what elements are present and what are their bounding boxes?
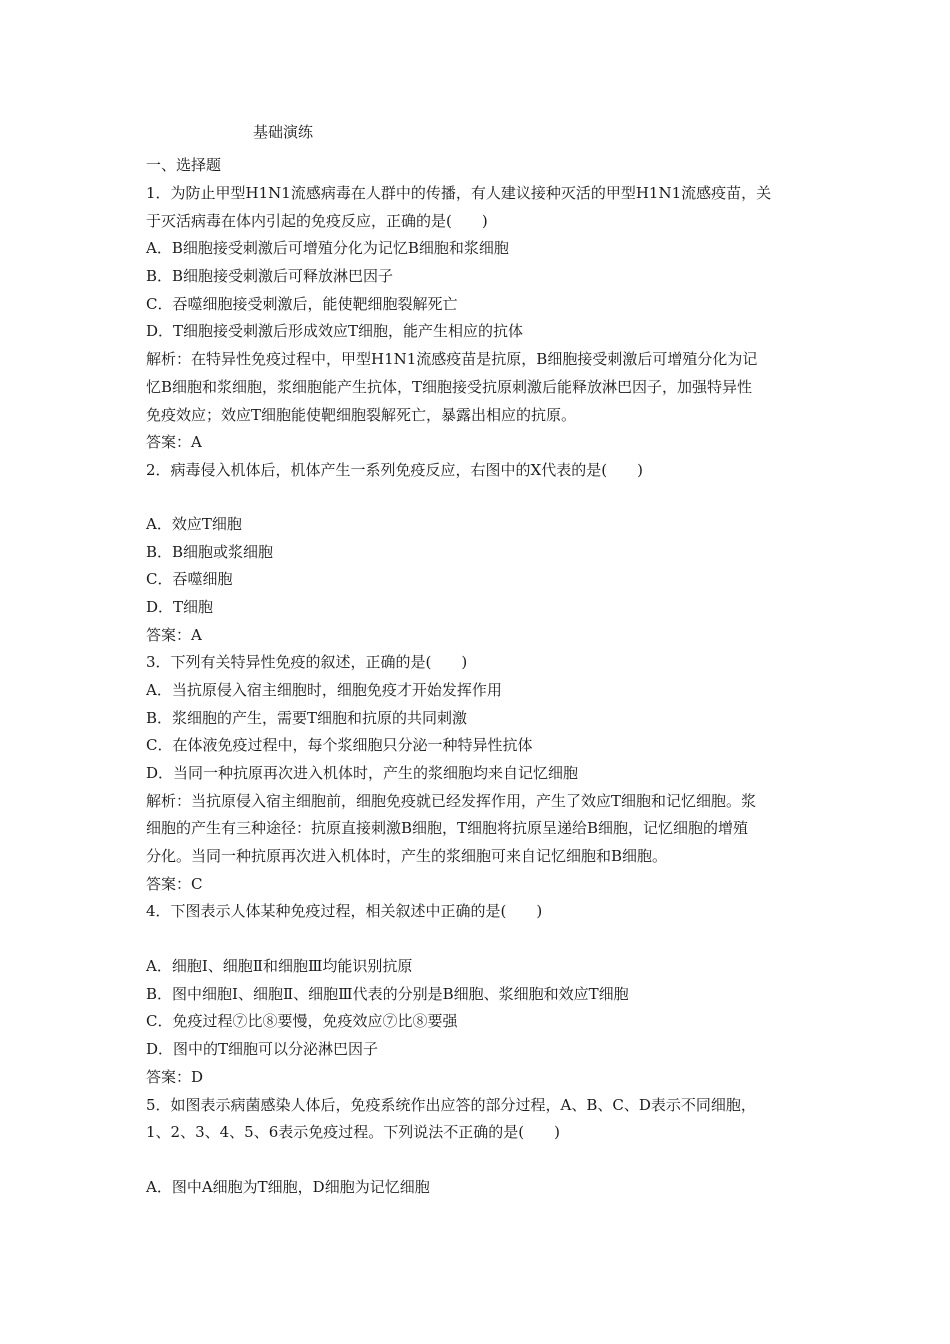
q3-answer: 答案：C [146,875,203,893]
q5-stem-line1: 5．如图表示病菌感染人体后，免疫系统作出应答的部分过程，A、B、C、D表示不同细胞， [146,1096,756,1114]
q1-stem-line2: 于灭活病毒在体内引起的免疫反应，正确的是( ) [146,212,488,230]
q3-analysis-line1: 解析：当抗原侵入宿主细胞前，细胞免疫就已经发挥作用，产生了效应T细胞和记忆细胞。浆 [146,792,757,810]
q3-stem: 3．下列有关特异性免疫的叙述，正确的是( ) [146,653,468,671]
q4-stem: 4．下图表示人体某种免疫过程，相关叙述中正确的是( ) [146,902,543,920]
q4-answer: 答案：D [146,1068,204,1086]
q3-option-d: D．当同一种抗原再次进入机体时，产生的浆细胞均来自记忆细胞 [146,764,579,782]
q1-answer: 答案：A [146,433,202,451]
q1-option-c: C．吞噬细胞接受刺激后，能使靶细胞裂解死亡 [146,295,458,313]
q5-stem-line2: 1、2、3、4、5、6表示免疫过程。下列说法不正确的是( ) [146,1123,560,1141]
q2-option-d: D．T细胞 [146,598,214,616]
q1-option-a: A．B细胞接受刺激后可增殖分化为记忆B细胞和浆细胞 [146,239,509,257]
q1-option-b: B．B细胞接受刺激后可释放淋巴因子 [146,267,394,285]
q5-option-a: A．图中A细胞为T细胞，D细胞为记忆细胞 [146,1178,430,1196]
q3-analysis-line2: 细胞的产生有三种途径：抗原直接刺激B细胞，T细胞将抗原呈递给B细胞，记忆细胞的增殖 [146,819,749,837]
q1-analysis-line2: 忆B细胞和浆细胞，浆细胞能产生抗体，T细胞接受抗原刺激后能释放淋巴因子，加强特异性 [146,378,753,396]
q2-answer: 答案：A [146,626,202,644]
q2-option-c: C．吞噬细胞 [146,570,233,588]
q1-stem-line1: 1．为防止甲型H1N1流感病毒在人群中的传播，有人建议接种灭活的甲型H1N1流感疫苗，关 [146,184,772,202]
q2-stem: 2．病毒侵入机体后，机体产生一系列免疫反应，右图中的X代表的是( ) [146,461,643,479]
q4-option-b: B．图中细胞Ⅰ、细胞Ⅱ、细胞Ⅲ代表的分别是B细胞、浆细胞和效应T细胞 [146,985,629,1003]
q4-option-c: C．免疫过程⑦比⑧要慢，免疫效应⑦比⑧要强 [146,1012,458,1030]
q1-analysis-line3: 免疫效应；效应T细胞能使靶细胞裂解死亡，暴露出相应的抗原。 [146,406,577,424]
q4-option-d: D．图中的T细胞可以分泌淋巴因子 [146,1040,379,1058]
q3-option-c: C．在体液免疫过程中，每个浆细胞只分泌一种特异性抗体 [146,736,533,754]
q3-option-a: A．当抗原侵入宿主细胞时，细胞免疫才开始发挥作用 [146,681,502,699]
q2-option-a: A．效应T细胞 [146,515,242,533]
q3-option-b: B．浆细胞的产生，需要T细胞和抗原的共同刺激 [146,709,468,727]
q1-option-d: D．T细胞接受刺激后形成效应T细胞，能产生相应的抗体 [146,322,524,340]
page-title: 基础演练 [253,123,314,141]
q2-option-b: B．B细胞或浆细胞 [146,543,274,561]
q4-option-a: A．细胞Ⅰ、细胞Ⅱ和细胞Ⅲ均能识别抗原 [146,957,413,975]
q1-analysis-line1: 解析：在特异性免疫过程中，甲型H1N1流感疫苗是抗原，B细胞接受刺激后可增殖分化为记 [146,350,758,368]
section-heading: 一、选择题 [146,156,222,174]
q3-analysis-line3: 分化。当同一种抗原再次进入机体时，产生的浆细胞可来自记忆细胞和B细胞。 [146,847,668,865]
